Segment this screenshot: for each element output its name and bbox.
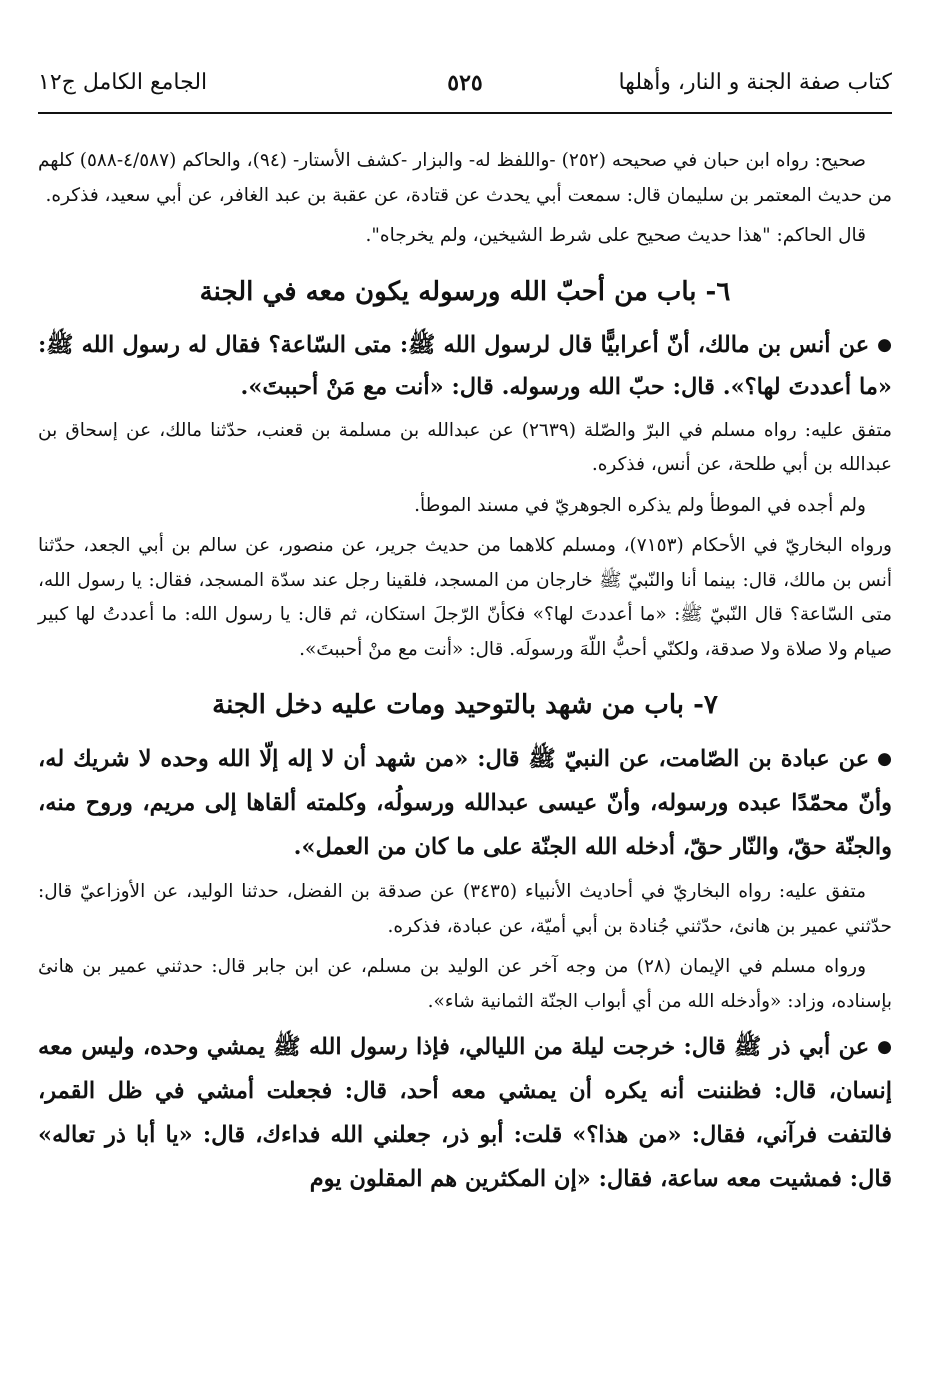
hadith-body: عن أبي ذر ﷺ قال: خرجت ليلة من الليالي، فإذا رسول الله ﷺ يمشي وحده، وليس معه إنسان، قال: فظننت أنه يكره أن يمشي معه أحد، قال: فجعلت أمشي في ظل القمر، فالتفت فرآني، فقال: «من هذا؟» قلت: أبو ذر، جعلني الله فداءك، قال: «يا أبا ذر تعاله» قال: فمشيت معه ساعة، فقال: «إن المكثرين هم المقلون يوم (38, 1034, 892, 1192)
hadith-text (38, 737, 892, 869)
page-body (38, 144, 892, 1201)
takhrij-note: صحيح: رواه ابن حبان في صحيحه (٢٥٢) -واللفظ له- والبزار -كشف الأستار- (٩٤)، والحاكم (٤/٥٨٧-٥٨٨) كلهم من حديث المعتمر بن سليمان قال: سمعت أبي يحدث عن قتادة، عن عقبة بن عبد الغافر، عن أبي سعيد، فذكره. (38, 150, 892, 206)
takhrij-note: قال الحاكم: "هذا حديث صحيح على شرط الشيخين، ولم يخرجاه". (365, 225, 866, 246)
hadith-body: عن أنس بن مالك، أنّ أعرابيًّا قال لرسول الله ﷺ: متى السّاعة؟ فقال له رسول الله ﷺ: «ما أعددتَ لها؟». قال: حبّ الله ورسوله. قال: «أنت مع مَنْ أحببتَ». (38, 331, 892, 400)
chapter-heading: ٦- باب من أحبّ الله ورسوله يكون معه في الجنة (199, 276, 731, 307)
bullet-icon: ● (877, 749, 892, 769)
bullet-icon: ● (877, 334, 892, 355)
page-header (38, 0, 892, 114)
hadith-text (38, 324, 892, 408)
takhrij-note: ورواه مسلم في الإيمان (٢٨) من وجه آخر عن الوليد بن مسلم، عن ابن جابر قال: حدثني عمير بن هانئ بإسناده، وزاد: «وأدخله الله من أي أبواب الجنّة الثمانية شاء». (38, 956, 892, 1012)
volume-title: الجامع الكامل ج١٢ (38, 70, 208, 95)
takhrij-note: متفق عليه: رواه مسلم في البرّ والصّلة (٢٦٣٩) عن عبدالله بن مسلمة بن قعنب، حدّثنا مالك، عن إسحاق بن عبدالله بن أبي طلحة، عن أنس، فذكره. (38, 419, 893, 475)
running-title: كتاب صفة الجنة و النار، وأهلها (618, 70, 892, 95)
chapter-heading: ٧- باب من شهد بالتوحيد ومات عليه دخل الجنة (212, 690, 718, 720)
takhrij-note: ولم أجده في الموطأ ولم يذكره الجوهريّ في مسند الموطأ. (414, 494, 866, 516)
bullet-icon: ● (877, 1037, 892, 1057)
page-number: ٥٢٥ (447, 70, 483, 96)
hadith-text (38, 1025, 892, 1201)
hadith-body: عن عبادة بن الصّامت، عن النبيّ ﷺ قال: «من شهد أن لا إله إلّا الله وحده لا شريك له، وأنّ محمّدًا عبده ورسوله، وأنّ عيسى عبدالله ورسولُه، وكلمته ألقاها إلى مريم، وروح منه، والجنّة حقّ، والنّار حقّ، أدخله الله الجنّة على ما كان من العمل». (38, 746, 892, 860)
takhrij-note: متفق عليه: رواه البخاريّ في أحاديث الأنبياء (٣٤٣٥) عن صدقة بن الفضل، حدثنا الوليد، عن الأوزاعيّ قال: حدّثني عمير بن هانئ، حدّثني جُنادة بن أبي أميّة، عن عبادة، فذكره. (38, 881, 892, 937)
takhrij-note: ورواه البخاريّ في الأحكام (٧١٥٣)، ومسلم كلاهما من حديث جرير، عن منصور، عن سالم بن أبي الجعد، حدّثنا أنس بن مالك، قال: بينما أنا والنّبيّ ﷺ خارجان من المسجد، فلقينا رجل عند سدّة المسجد، فقال: يا رسول الله، متى السّاعة؟ قال النّبيّ ﷺ: «ما أعددتَ لها؟» فكأنّ الرّجلَ استكان، ثم قال: يا رسول الله: ما أعددتُ لها كبير صيام ولا صلاة ولا صدقة، ولكنّي أحبُّ اللّهَ ورسولَه. قال: «أنت مع منْ أحببتَ». (38, 535, 892, 660)
